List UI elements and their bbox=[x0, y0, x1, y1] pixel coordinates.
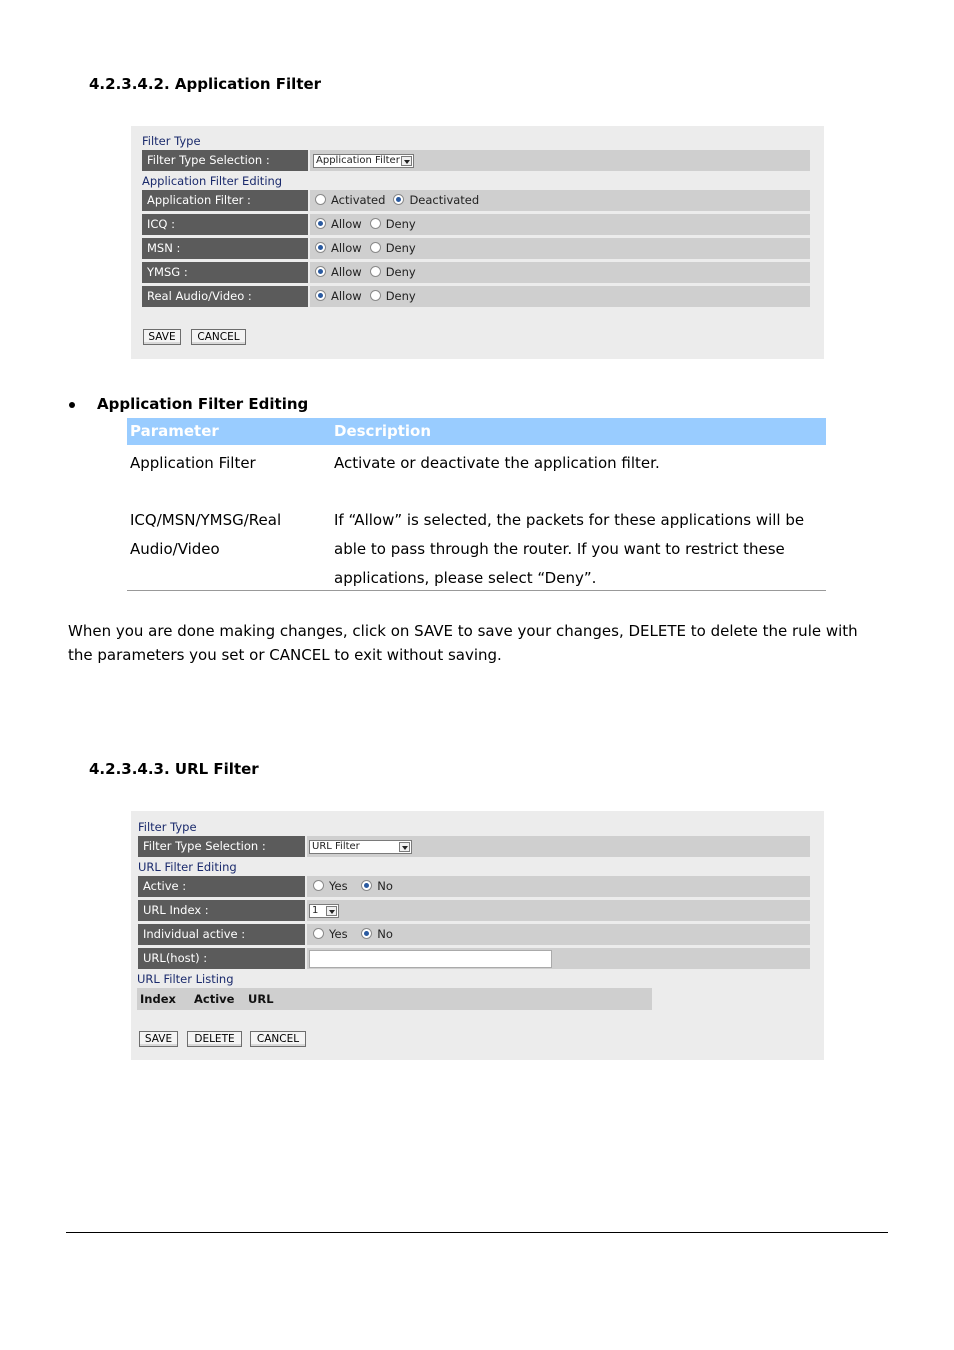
radio-option-2[interactable] bbox=[393, 190, 479, 211]
desc-col-header: Description bbox=[334, 422, 432, 440]
filter-type-title: Filter Type bbox=[142, 134, 201, 148]
individual-no-radio[interactable] bbox=[361, 924, 393, 945]
radio-option-1[interactable] bbox=[315, 214, 362, 235]
radio-label: Activated bbox=[331, 193, 386, 207]
radio-label: Deny bbox=[385, 217, 416, 231]
radio-label: Yes bbox=[329, 927, 348, 941]
save-button[interactable]: SAVE bbox=[143, 329, 181, 345]
radio-icon bbox=[315, 242, 326, 253]
cancel-button[interactable]: CANCEL bbox=[250, 1031, 306, 1047]
table-bottom-divider bbox=[127, 590, 826, 591]
radio-option-2[interactable] bbox=[370, 238, 416, 259]
param-cell: Application Filter bbox=[130, 454, 256, 472]
app-filter-row-label: ICQ : bbox=[142, 214, 308, 235]
radio-option-2[interactable] bbox=[370, 286, 416, 307]
footer-divider bbox=[66, 1232, 888, 1233]
application-filter-panel bbox=[131, 126, 824, 359]
filter-type-selection-label: Filter Type Selection : bbox=[138, 836, 305, 857]
radio-label: Allow bbox=[331, 265, 362, 279]
application-filter-editing-title: Application Filter Editing bbox=[142, 174, 283, 188]
radio-icon bbox=[315, 266, 326, 277]
bullet-icon bbox=[69, 402, 75, 408]
desc-cell: If “Allow” is selected, the packets for these applications will be bbox=[334, 511, 805, 529]
radio-icon bbox=[393, 194, 404, 205]
radio-option-2[interactable] bbox=[370, 214, 416, 235]
filter-type-title: Filter Type bbox=[138, 820, 197, 834]
url-host-label: URL(host) : bbox=[138, 948, 305, 969]
radio-label: Deactivated bbox=[409, 193, 480, 207]
radio-label: Allow bbox=[331, 241, 362, 255]
active-cell bbox=[307, 876, 810, 897]
app-filter-row-label: YMSG : bbox=[142, 262, 308, 283]
bullet-title: Application Filter Editing bbox=[97, 395, 309, 413]
app-filter-row-options bbox=[310, 214, 810, 235]
radio-label: Allow bbox=[331, 217, 362, 231]
radio-icon bbox=[315, 218, 326, 229]
app-filter-row-options bbox=[310, 190, 810, 211]
url-index-select[interactable] bbox=[309, 904, 339, 918]
param-col-header: Parameter bbox=[130, 422, 219, 440]
url-filter-editing-title: URL Filter Editing bbox=[138, 860, 237, 874]
app-filter-row-options bbox=[310, 286, 810, 307]
radio-option-1[interactable] bbox=[315, 262, 362, 283]
app-filter-row-label: Application Filter : bbox=[142, 190, 308, 211]
radio-icon bbox=[370, 218, 381, 229]
radio-label: No bbox=[377, 927, 393, 941]
delete-button[interactable]: DELETE bbox=[187, 1031, 242, 1047]
url-host-cell bbox=[307, 948, 810, 969]
listing-col-index: Index bbox=[140, 992, 176, 1006]
individual-active-label: Individual active : bbox=[138, 924, 305, 945]
radio-option-1[interactable] bbox=[315, 286, 362, 307]
radio-icon bbox=[370, 242, 381, 253]
radio-label: Deny bbox=[385, 241, 416, 255]
url-host-input[interactable] bbox=[309, 950, 552, 968]
active-no-radio[interactable] bbox=[361, 876, 393, 897]
app-filter-row-options bbox=[310, 262, 810, 283]
active-yes-radio[interactable] bbox=[313, 876, 348, 897]
filter-type-select-value: URL Filter bbox=[312, 841, 360, 852]
radio-icon bbox=[370, 266, 381, 277]
filter-type-select[interactable] bbox=[309, 840, 412, 854]
radio-label: Deny bbox=[385, 289, 416, 303]
cancel-button[interactable]: CANCEL bbox=[191, 329, 246, 345]
desc-cell: Activate or deactivate the application filter. bbox=[334, 454, 660, 472]
section-heading-url-filter: 4.2.3.4.3. URL Filter bbox=[89, 760, 259, 778]
app-filter-row-label: Real Audio/Video : bbox=[142, 286, 308, 307]
radio-icon bbox=[370, 290, 381, 301]
instruction-line: When you are done making changes, click on SAVE to save your changes, DELETE to delete the rule with bbox=[68, 622, 858, 640]
param-cell: ICQ/MSN/YMSG/Real bbox=[130, 511, 282, 529]
radio-option-1[interactable] bbox=[315, 190, 385, 211]
radio-label: No bbox=[377, 879, 393, 893]
desc-cell: applications, please select “Deny”. bbox=[334, 569, 597, 587]
filter-type-selection-cell bbox=[310, 150, 810, 171]
param-cell: Audio/Video bbox=[130, 540, 220, 558]
listing-col-active: Active bbox=[194, 992, 235, 1006]
listing-col-url: URL bbox=[248, 992, 274, 1006]
radio-label: Deny bbox=[385, 265, 416, 279]
filter-type-selection-label: Filter Type Selection : bbox=[142, 150, 308, 171]
radio-label: Yes bbox=[329, 879, 348, 893]
url-filter-panel bbox=[131, 811, 824, 1060]
chevron-down-icon bbox=[399, 842, 410, 852]
url-index-value: 1 bbox=[312, 905, 319, 916]
app-filter-row-options bbox=[310, 238, 810, 259]
save-button[interactable]: SAVE bbox=[139, 1031, 178, 1047]
radio-icon bbox=[315, 290, 326, 301]
url-index-cell bbox=[307, 900, 810, 921]
instruction-line: the parameters you set or CANCEL to exit without saving. bbox=[68, 646, 502, 664]
param-table-header bbox=[127, 418, 826, 445]
app-filter-row-label: MSN : bbox=[142, 238, 308, 259]
url-listing-header bbox=[137, 988, 652, 1010]
filter-type-selection-cell bbox=[307, 836, 810, 857]
radio-option-2[interactable] bbox=[370, 262, 416, 283]
radio-icon bbox=[315, 194, 326, 205]
individual-yes-radio[interactable] bbox=[313, 924, 348, 945]
active-label: Active : bbox=[138, 876, 305, 897]
radio-label: Allow bbox=[331, 289, 362, 303]
filter-type-select[interactable] bbox=[313, 154, 414, 168]
individual-active-cell bbox=[307, 924, 810, 945]
chevron-down-icon bbox=[401, 156, 412, 166]
radio-option-1[interactable] bbox=[315, 238, 362, 259]
chevron-down-icon bbox=[326, 906, 337, 916]
url-index-label: URL Index : bbox=[138, 900, 305, 921]
url-filter-listing-title: URL Filter Listing bbox=[137, 972, 234, 986]
filter-type-select-value: Application Filter bbox=[316, 155, 400, 166]
desc-cell: able to pass through the router. If you want to restrict these bbox=[334, 540, 785, 558]
section-heading-application-filter: 4.2.3.4.2. Application Filter bbox=[89, 75, 322, 93]
